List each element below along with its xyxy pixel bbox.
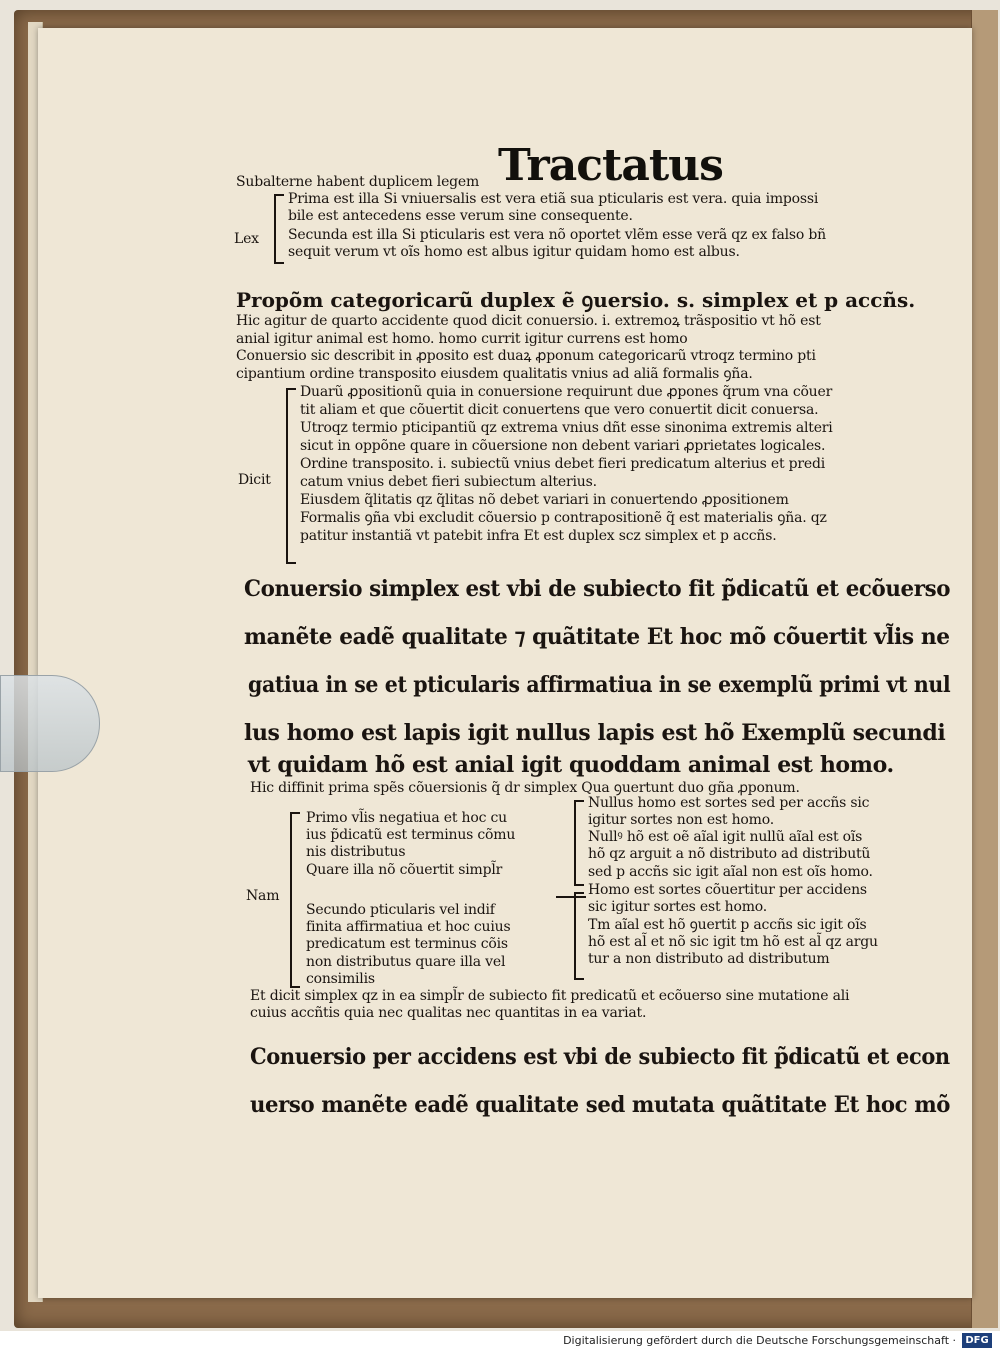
block4-heading: Hic diffinit prima spẽs cõuersionis q̃ dr simplex Qua ꝯuertunt duo gña ꝓponum. xyxy=(250,780,800,796)
block2-bracket-line: Eiusdem q̃litatis qz q̃litas nõ debet variari in conuertendo ꝓpositionem xyxy=(300,492,789,508)
block4-right-line: hõ qz arguit a nõ distributo ad distributũ xyxy=(588,846,871,862)
block4-right-line: Homo est sortes cõuertitur per accidens xyxy=(588,882,867,898)
block2-bracket-line: Duarũ ꝓpositionũ quia in conuersione requirunt due ꝓpones q̃rum vna cõuer xyxy=(300,384,833,400)
block4-right-line: Nullꝰ hõ est oẽ aĩal igit nullũ aĩal est oĩs xyxy=(588,829,863,845)
page-title: Tractatus xyxy=(498,140,723,191)
block5-line: Conuersio per accidens est vbi de subiecto fit p̃dicatũ et econ xyxy=(250,1044,950,1070)
block4-left-line: non distributus quare illa vel xyxy=(306,954,506,970)
block1-line: Prima est illa Si vniuersalis est vera etiã sua pticularis est vera. quia impossi xyxy=(288,191,819,207)
digitization-footer xyxy=(0,1331,1000,1351)
block4-left-line: nis distributus xyxy=(306,844,406,860)
block2-line: anial igitur animal est homo. homo currit igitur currens est homo xyxy=(236,331,688,347)
block4-closing-line: cuius accñtis quia nec qualitas nec quantitas in ea variat. xyxy=(250,1005,647,1021)
block2-bracket-line: Utroqz termio pticipantiũ qz extrema vnius dñt esse sinonima extremis alteri xyxy=(300,420,833,436)
dfg-logo: DFG xyxy=(962,1333,992,1348)
block2-bracket-line: catum vnius debet fieri subiectum alterius. xyxy=(300,474,597,490)
block4-right-brace-upper xyxy=(574,800,576,886)
block4-right-line: igitur sortes non est homo. xyxy=(588,812,774,828)
block1-side-label: Lex xyxy=(234,231,259,247)
block4-left-line: consimilis xyxy=(306,971,375,987)
block1-line: bile est antecedens esse verum sine consequente. xyxy=(288,208,633,224)
block4-right-line: Nullus homo est sortes sed per accñs sic xyxy=(588,795,870,811)
block2-bracket-line: Formalis ꝯña vbi excludit cõuersio p contrapositionẽ q̃ est materialis ꝯña. qz xyxy=(300,510,827,526)
block1-line: Secunda est illa Si pticularis est vera nõ oportet vlẽm esse verã qz ex falso bñ xyxy=(288,227,826,243)
block2-brace xyxy=(286,388,288,564)
block3-line: Conuersio simplex est vbi de subiecto fit p̃dicatũ et ecõuerso xyxy=(244,576,951,602)
block4-right-brace-lower xyxy=(574,892,576,980)
block2-bracket-line: tit aliam et que cõuertit dicit conuertens que vero conuertit dicit conuersa. xyxy=(300,402,819,418)
block2-heading: Propõm categoricarũ duplex ẽ ꝯuersio. s. simplex et p accñs. xyxy=(236,288,916,312)
page-clip xyxy=(0,675,100,772)
block1-brace xyxy=(274,194,276,264)
block2-bracket-line: sicut in oppõne quare in cõuersione non debent variari ꝓprietates logicales. xyxy=(300,438,826,454)
block2-bracket-line: patitur instantiã vt patebit infra Et est duplex scz simplex et p accñs. xyxy=(300,528,777,544)
block4-right-line: tur a non distributo ad distributum xyxy=(588,951,830,967)
block4-right-line: hõ est al̃ et nõ sic igit tm hõ est al̃ qz argu xyxy=(588,934,878,950)
block4-right-line: sic igitur sortes est homo. xyxy=(588,899,768,915)
block4-closing-line: Et dicit simplex qz in ea simpl̃r de subiecto fit predicatũ et ecõuerso sine mutatione ali xyxy=(250,988,850,1004)
block3-line: gatiua in se et pticularis affirmatiua in se exemplũ primi vt nul xyxy=(248,672,951,698)
block4-left-line: ius p̃dicatũ est terminus cõmu xyxy=(306,827,516,843)
footer-credit: Digitalisierung gefördert durch die Deutsche Forschungsgemeinschaft · xyxy=(563,1334,956,1347)
block4-left-line: Quare illa nõ cõuertit simpl̃r xyxy=(306,862,503,878)
block4-left-line: Secundo pticularis vel indif xyxy=(306,902,495,918)
block4-left-line: Primo vl̃is negatiua et hoc cu xyxy=(306,810,507,826)
block3-line: vt quidam hõ est anial igit quoddam animal est homo. xyxy=(248,752,894,778)
block2-line: Conuersio sic describit in ꝓposito est duaꝝ ꝓponum categoricarũ vtroqz termino pti xyxy=(236,348,816,364)
block1-line: sequit verum vt oĩs homo est albus igitur quidam homo est albus. xyxy=(288,244,740,260)
block4-left-line: finita affirmatiua et hoc cuius xyxy=(306,919,511,935)
block2-side-label: Dicit xyxy=(238,472,271,488)
block4-left-brace xyxy=(290,812,292,988)
block5-line: uerso manẽte eadẽ qualitate sed mutata quãtitate Et hoc mõ xyxy=(250,1092,951,1118)
block2-bracket-line: Ordine transposito. i. subiectũ vnius debet fieri predicatum alterius et predi xyxy=(300,456,826,472)
cover-edge xyxy=(971,10,998,1328)
block4-side-label: Nam xyxy=(246,888,280,904)
block2-line: Hic agitur de quarto accidente quod dicit conuersio. i. extremoꝝ trãspositio vt hõ est xyxy=(236,313,821,329)
block4-left-line: predicatum est terminus cõis xyxy=(306,936,508,952)
book-page xyxy=(38,28,972,1298)
connector-rule xyxy=(556,896,586,898)
block4-right-line: Tm aĩal est hõ ꝯuertit p accñs sic igit oĩs xyxy=(588,917,867,933)
block3-line: lus homo est lapis igit nullus lapis est hõ Exemplũ secundi xyxy=(244,720,946,746)
block4-right-line: sed p accñs sic igit aĩal non est oĩs homo. xyxy=(588,864,873,880)
block3-line: manẽte eadẽ qualitate ⁊ quãtitate Et hoc mõ cõuertit vl̃is ne xyxy=(244,624,950,650)
block2-line: cipantium ordine transposito eiusdem qualitatis vnius ad aliã formalis ꝯña. xyxy=(236,366,753,382)
block1-heading: Subalterne habent duplicem legem xyxy=(236,174,480,190)
